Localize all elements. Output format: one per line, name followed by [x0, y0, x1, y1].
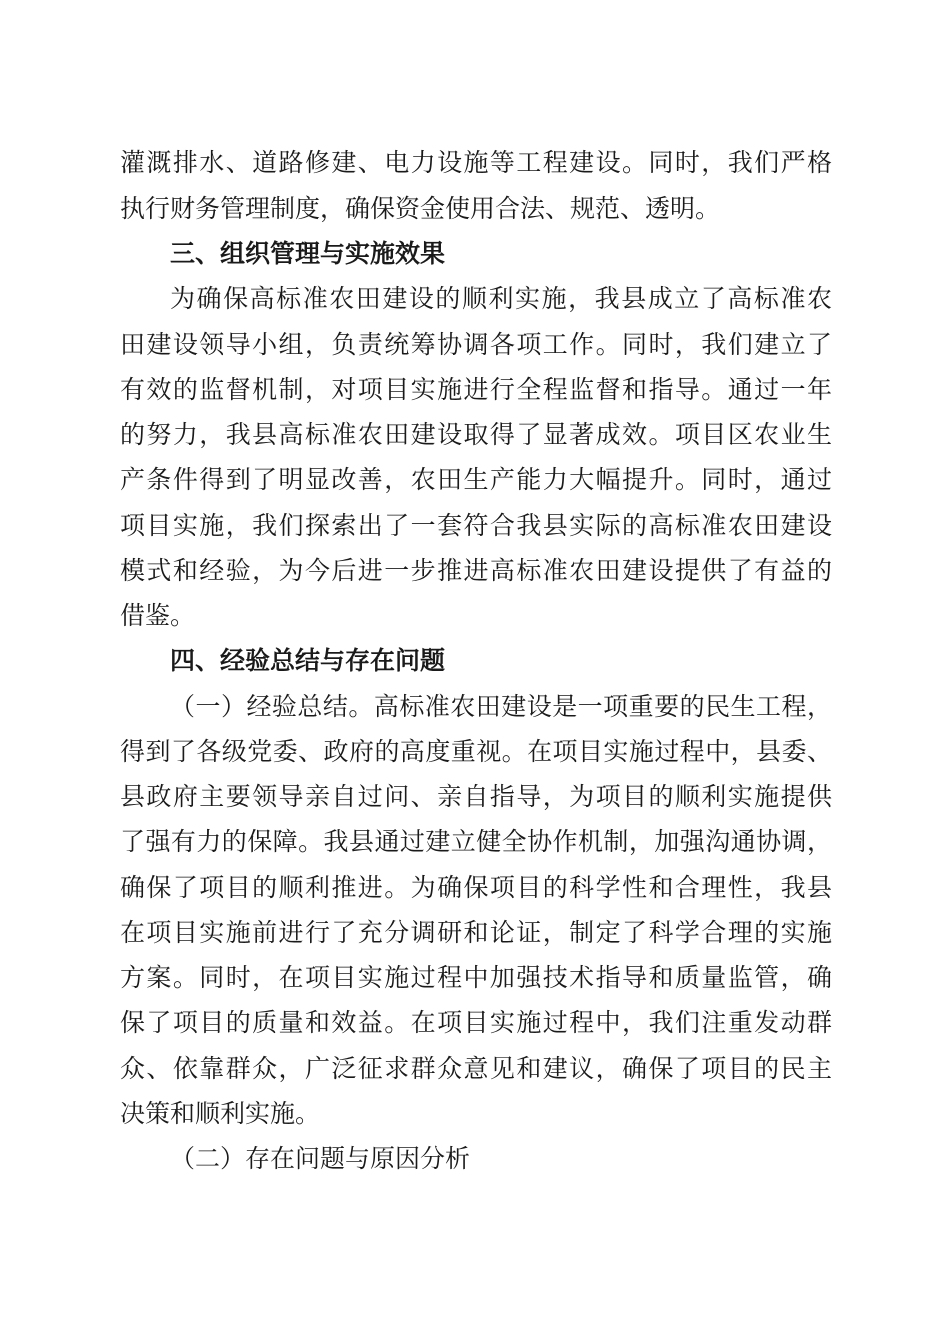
paragraph-line: 为确保高标准农田建设的顺利实施，我县成立了高标准农 [170, 284, 832, 313]
paragraph-line: 了强有力的保障。我县通过建立健全协作机制，加强沟通协调， [120, 827, 832, 856]
paragraph-line: 模式和经验，为今后进一步推进高标准农田建设提供了有益的 [120, 556, 832, 585]
paragraph-line: 在项目实施前进行了充分调研和论证，制定了科学合理的实施 [120, 918, 832, 947]
paragraph-line: 田建设领导小组，负责统筹协调各项工作。同时，我们建立了 [120, 330, 832, 359]
paragraph-line: 灌溉排水、道路修建、电力设施等工程建设。同时，我们严格 [120, 148, 832, 177]
paragraph-line: 保了项目的质量和效益。在项目实施过程中，我们注重发动群 [120, 1008, 832, 1037]
paragraph-line: 方案。同时，在项目实施过程中加强技术指导和质量监管，确 [120, 963, 832, 992]
subsection-heading: （二）存在问题与原因分析 [170, 1144, 471, 1173]
paragraph-line: 确保了项目的顺利推进。为确保项目的科学性和合理性，我县 [120, 873, 832, 902]
paragraph-line: 众、依靠群众，广泛征求群众意见和建议，确保了项目的民主 [120, 1054, 832, 1083]
paragraph-line: 产条件得到了明显改善，农田生产能力大幅提升。同时，通过 [120, 465, 832, 494]
paragraph-line: （一）经验总结。高标准农田建设是一项重要的民生工程， [170, 692, 832, 721]
paragraph-line: 得到了各级党委、政府的高度重视。在项目实施过程中，县委、 [120, 737, 832, 766]
paragraph-line: 项目实施，我们探索出了一套符合我县实际的高标准农田建设 [120, 511, 832, 540]
paragraph-line: 执行财务管理制度，确保资金使用合法、规范、透明。 [120, 194, 721, 223]
section-heading-3: 三、组织管理与实施效果 [170, 239, 446, 268]
paragraph-line: 决策和顺利实施。 [120, 1099, 321, 1128]
paragraph-line: 的努力，我县高标准农田建设取得了显著成效。项目区农业生 [120, 420, 832, 449]
paragraph-line: 借鉴。 [120, 601, 196, 630]
section-heading-4: 四、经验总结与存在问题 [170, 646, 446, 675]
paragraph-line: 有效的监督机制，对项目实施进行全程监督和指导。通过一年 [120, 375, 832, 404]
paragraph-line: 县政府主要领导亲自过问、亲自指导，为项目的顺利实施提供 [120, 782, 832, 811]
